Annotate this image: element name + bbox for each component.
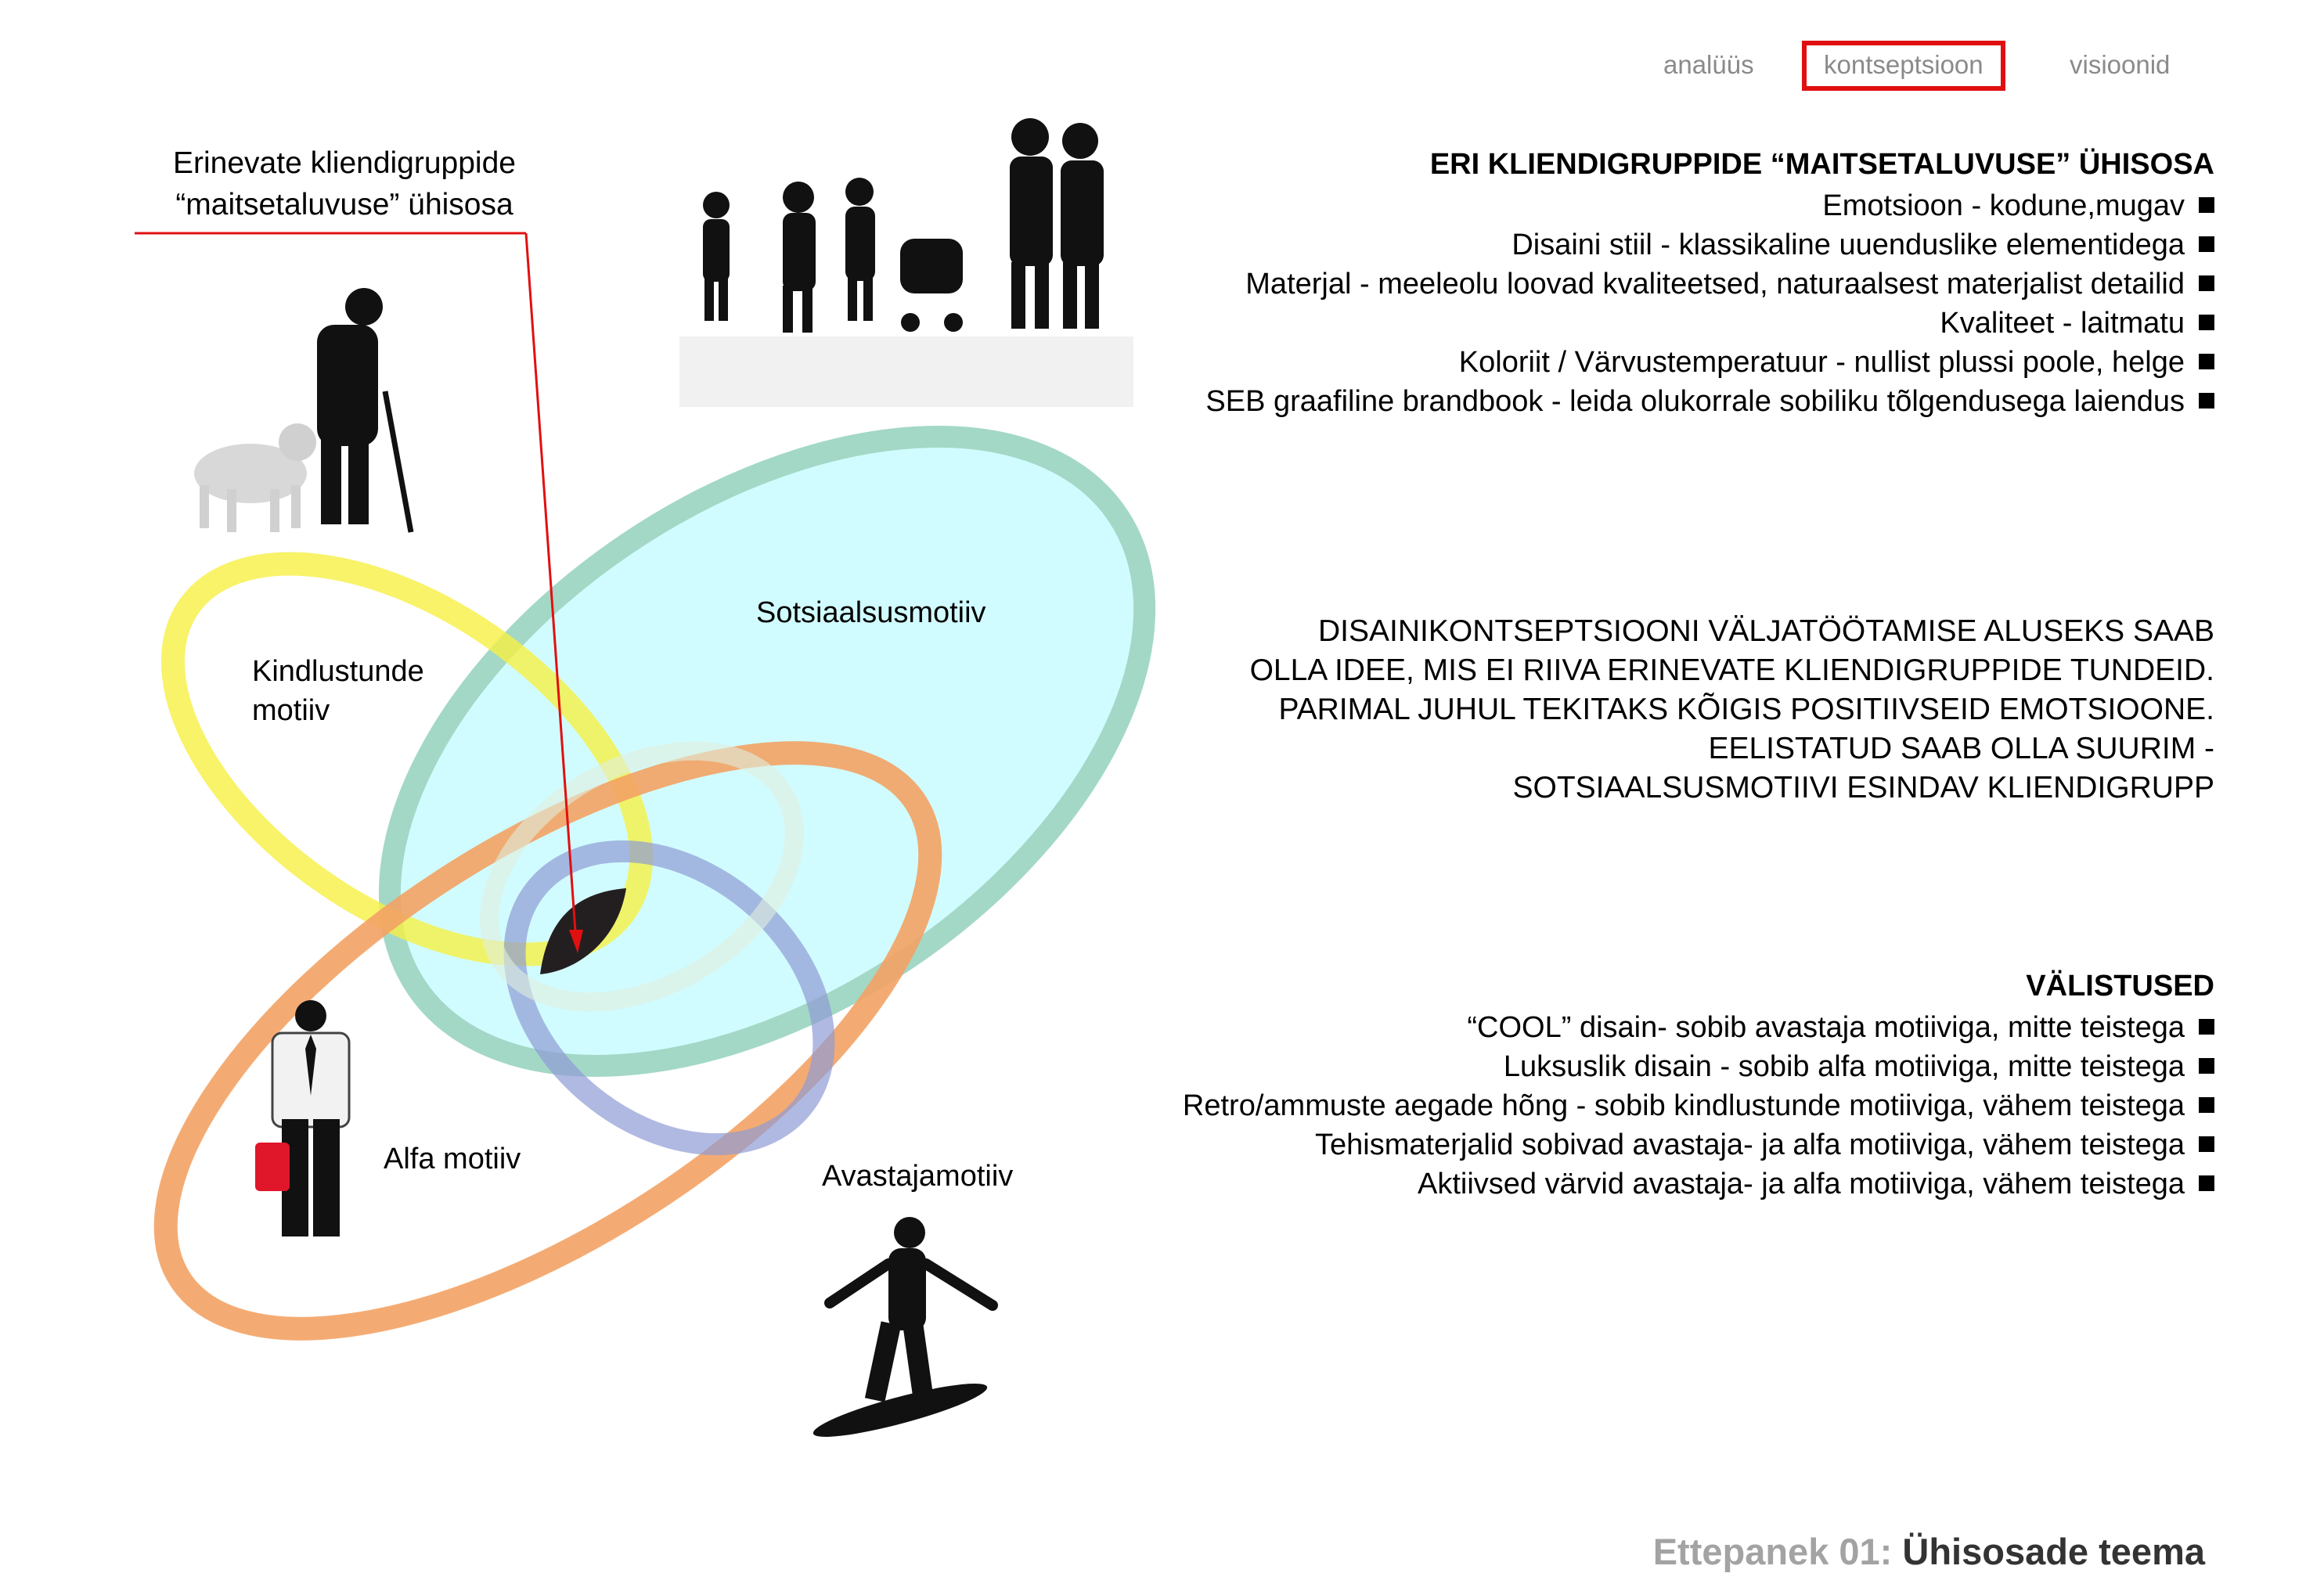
bullet-square-icon — [2199, 1097, 2214, 1113]
common-item: Kvaliteet - laitmatu — [1205, 304, 2214, 343]
bullet-square-icon — [2199, 197, 2214, 213]
label-avastaja: Avastajamotiiv — [822, 1160, 1014, 1193]
bullet-square-icon — [2199, 354, 2214, 369]
concept-statement — [1250, 612, 2214, 808]
callout-line2: “maitsetaluvuse” ühisosa — [175, 188, 513, 221]
concept-line: DISAINIKONTSEPTSIOONI VÄLJATÖÖTAMISE ALUSEKS SAAB — [1317, 614, 2214, 648]
bullet-square-icon — [2199, 1058, 2214, 1074]
bullet-square-icon — [2199, 236, 2214, 252]
footer-theme: Ühisosade teema — [1902, 1531, 2205, 1572]
concept-line: OLLA IDEE, MIS EI RIIVA ERINEVATE KLIENDIGRUPPIDE TUNDEID. — [1249, 653, 2214, 687]
concept-line: SOTSIAALSUSMOTIIVI ESINDAV KLIENDIGRUPP — [1512, 771, 2214, 804]
nav-tab-visioonid[interactable]: visioonid — [2070, 50, 2171, 79]
common-heading: ERI KLIENDIGRUPPIDE “MAITSETALUVUSE” ÜHISOSA — [1429, 148, 2214, 181]
exclusion-item: Retro/ammuste aegade hõng - sobib kindlustunde motiiviga, vähem teistega — [1183, 1086, 2214, 1125]
exclusion-item: Luksuslik disain - sobib alfa motiiviga, mitte teistega — [1183, 1047, 2214, 1086]
bullet-square-icon — [2199, 1019, 2214, 1035]
concept-line: PARIMAL JUHUL TEKITAKS KÕIGIS POSITIIVSEID EMOTSIOONE. — [1278, 693, 2214, 726]
exclusions-heading: VÄLISTUSED — [2026, 970, 2214, 1002]
common-item: Koloriit / Värvustemperatuur - nullist plussi poole, helge — [1205, 343, 2214, 382]
elderly-man-with-dog-icon — [194, 288, 411, 532]
common-item: Disaini stiil - klassikaline uuenduslike elementidega — [1205, 225, 2214, 265]
common-item: SEB graafiline brandbook - leida olukorrale sobiliku tõlgendusega laiendus — [1205, 382, 2214, 421]
callout-text — [117, 142, 571, 225]
exclusions-section — [1183, 964, 2214, 1204]
bullet-square-icon — [2199, 275, 2214, 291]
bullet-square-icon — [2199, 1175, 2214, 1191]
exclusion-item: Aktiivsed värvid avastaja- ja alfa motiiviga, vähem teistega — [1183, 1164, 2214, 1204]
family-silhouette-icon — [679, 117, 1133, 407]
label-kindlustunde-line2: motiiv — [252, 694, 330, 727]
common-item: Emotsioon - kodune,mugav — [1205, 186, 2214, 225]
exclusion-item: Tehismaterjalid sobivad avastaja- ja alfa motiiviga, vähem teistega — [1183, 1125, 2214, 1164]
callout-line1: Erinevate kliendigruppide — [173, 146, 516, 180]
nav-tab-analuus[interactable]: analüüs — [1663, 50, 1754, 79]
footer-title — [1653, 1530, 2205, 1573]
bullet-square-icon — [2199, 315, 2214, 330]
common-item: Materjal - meeleolu loovad kvaliteetsed, naturaalsest materjalist detailid — [1205, 265, 2214, 304]
exclusion-item: “COOL” disain- sobib avastaja motiiviga, mitte teistega — [1183, 1008, 2214, 1047]
nav-tab-kontseptsioon[interactable]: kontseptsioon — [1802, 41, 2005, 91]
bullet-square-icon — [2199, 1136, 2214, 1152]
label-kindlustunde-line1: Kindlustunde — [252, 655, 424, 688]
label-alfa: Alfa motiiv — [384, 1143, 521, 1175]
footer-prefix: Ettepanek 01: — [1652, 1531, 1893, 1572]
bullet-square-icon — [2199, 393, 2214, 409]
common-section — [1205, 142, 2214, 421]
label-sotsiaalsus: Sotsiaalsusmotiiv — [756, 596, 986, 629]
concept-line: EELISTATUD SAAB OLLA SUURIM - — [1708, 732, 2214, 765]
surfer-icon — [810, 1217, 993, 1446]
